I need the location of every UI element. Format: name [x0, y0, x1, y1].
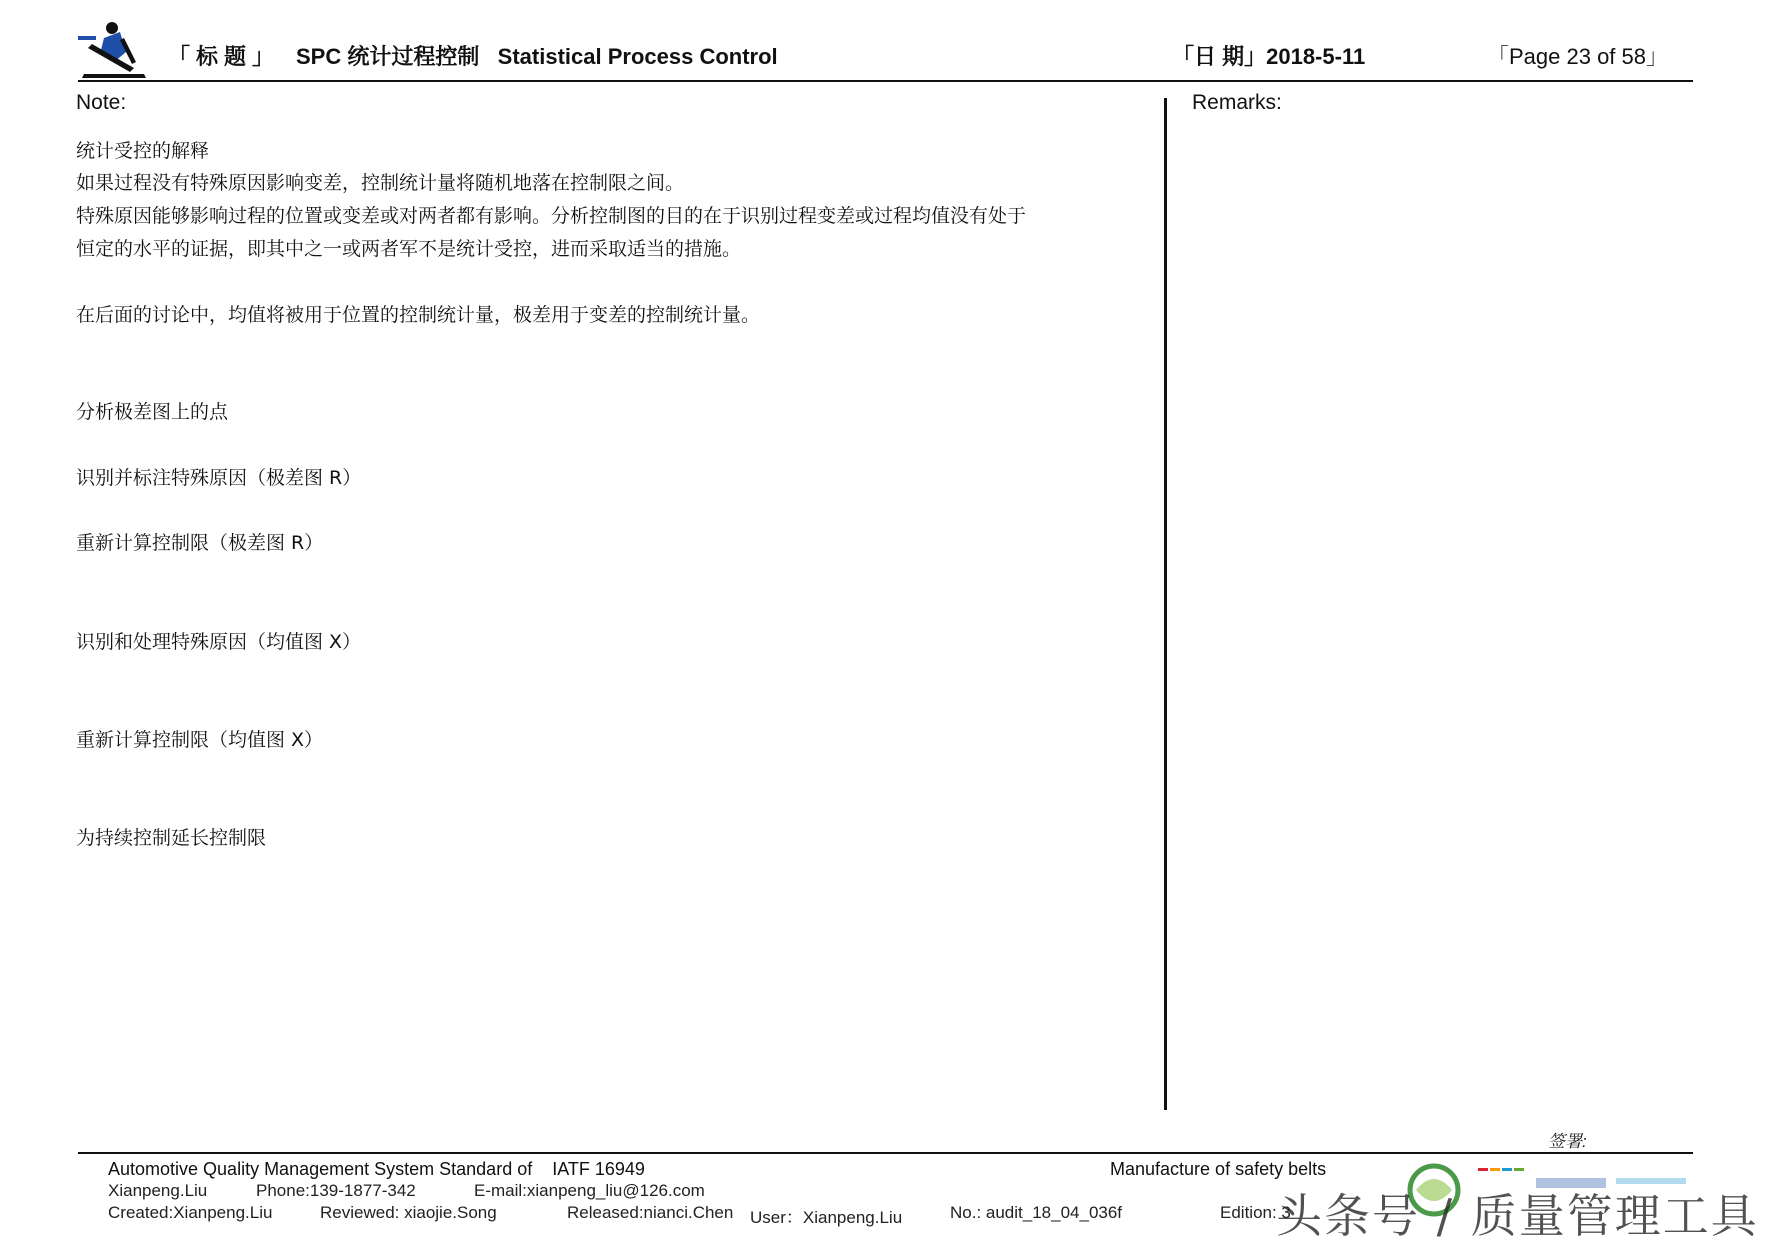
paragraph-line: 特殊原因能够影响过程的位置或变差或对两者都有影响。分析控制图的目的在于识别过程变差或过程均值没有处于 — [76, 205, 1027, 227]
paragraph-line: 在后面的讨论中，均值将被用于位置的控制统计量，极差用于变差的控制统计量。 — [76, 304, 761, 326]
company-logo — [74, 18, 154, 80]
step-item: 为持续控制延长控制限 — [76, 827, 267, 849]
paragraph-heading: 统计受控的解释 — [76, 140, 210, 162]
paragraph-line: 恒定的水平的证据，即其中之一或两者军不是统计受控，进而采取适当的措施。 — [76, 238, 742, 260]
footer-phone: Phone:139-1877-342 — [256, 1181, 416, 1200]
header-date: 「日 期」2018-5-11 — [1172, 44, 1366, 69]
header-divider — [78, 80, 1693, 82]
header-page-number: 「Page 23 of 58」 — [1487, 44, 1669, 69]
footer-document-number: No.: audit_18_04_036f — [950, 1203, 1123, 1222]
watermark: 头条号 / 质量管理工具 — [1276, 1189, 1759, 1243]
footer-user: User：Xianpeng.Liu — [750, 1208, 903, 1227]
step-item: 分析极差图上的点 — [76, 401, 229, 423]
footer-released: Released:nianci.Chen — [567, 1203, 734, 1222]
note-label: Note: — [76, 91, 127, 114]
footer-created: Created:Xianpeng.Liu — [108, 1203, 273, 1222]
step-item: 识别和处理特殊原因（均值图 X） — [76, 631, 362, 653]
header-title: SPC 统计过程控制 Statistical Process Control — [296, 44, 778, 69]
logo-head — [106, 22, 118, 34]
logo-base — [82, 74, 146, 78]
header-title-label: 「标题」 — [168, 44, 281, 69]
step-item: 重新计算控制限（均值图 X） — [76, 729, 324, 751]
footer-reviewed: Reviewed: xiaojie.Song — [320, 1203, 497, 1222]
step-item: 识别并标注特殊原因（极差图 R） — [76, 467, 362, 489]
paragraph-line: 如果过程没有特殊原因影响变差，控制统计量将随机地落在控制限之间。 — [76, 172, 685, 194]
logo-swoosh — [78, 36, 96, 40]
footer-edition: Edition: 3 — [1220, 1203, 1291, 1222]
footer-standard: Automotive Quality Management System Standard of IATF 16949 — [108, 1159, 645, 1179]
column-divider — [1164, 98, 1167, 1110]
sign-label: 签署: — [1548, 1132, 1587, 1151]
footer-email: E-mail:xianpeng_liu@126.com — [474, 1181, 705, 1200]
footer-author: Xianpeng.Liu — [108, 1181, 208, 1200]
footer-manufacture: Manufacture of safety belts — [1110, 1159, 1327, 1179]
footer-divider — [78, 1152, 1693, 1154]
remarks-label: Remarks: — [1192, 91, 1282, 114]
step-item: 重新计算控制限（极差图 R） — [76, 532, 324, 554]
